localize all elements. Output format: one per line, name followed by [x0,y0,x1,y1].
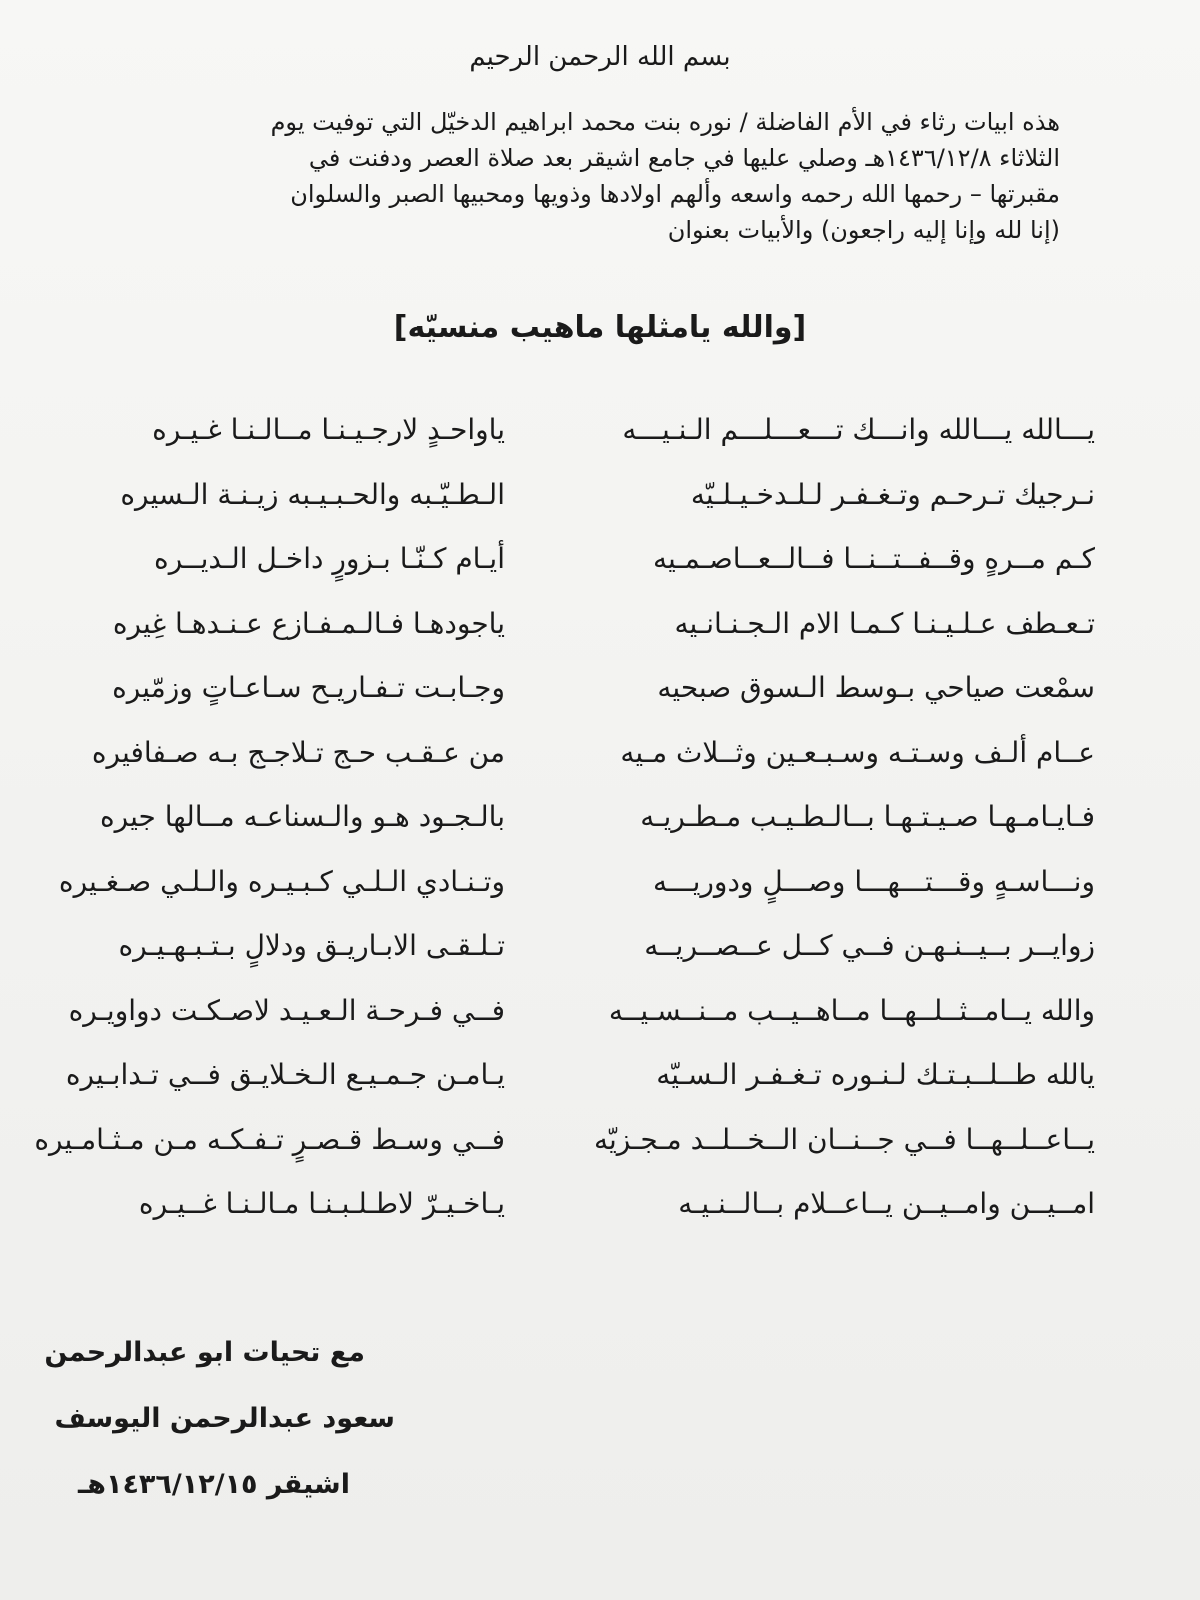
verse-second-hemistich: فــي وسـط قـصـرٍ تـفـكـه مـن مـثـامـيره [34,1122,505,1156]
verse-first-hemistich: سمْعت صياحي بـوسط الـسوق صبحيه [657,671,1095,704]
signature-place-date: اشيقر ١٤٣٦/١٢/١٥هـ [78,1469,350,1500]
verse-row [40,1184,1160,1249]
verse-second-hemistich: وجـابـت تـفـاريـح سـاعـاتٍ وزمّيره [112,671,505,704]
signature-block [44,1335,395,1533]
verse-row [40,797,1160,862]
verse-first-hemistich: تـعـطف عـلـيـنـا كـمـا الام الـجـنـانـيه [674,606,1095,640]
verse-first-hemistich: ونـــاسـهٍ وقـــتـــهـــا وصـــلٍ ودوريـــه [652,864,1095,898]
verse-row [40,410,1160,475]
verse-row [34,1120,1160,1185]
verse-second-hemistich: الـطـيّـبه والحـبـيـبه زيـنـة الـسيره [120,477,505,511]
verse-row [40,539,1160,604]
verse-second-hemistich: ياواحـدٍ لارجـيـنـا مــالـنـا غـيـره [152,413,505,446]
verse-first-hemistich: نـرجيك تـرحـم وتـغـفـر لـلـدخـيـلـيّه [690,477,1095,511]
poem-verses [34,410,1160,1249]
verse-second-hemistich: أيـام كـنّـا بـزورٍ داخـل الـديــره [154,542,505,575]
verse-first-hemistich: يالله طــلــبـتـك لـنـوره تـغـفـر الـسـيّه [656,1058,1095,1091]
verse-row [40,733,1160,798]
verse-second-hemistich: وتـنـادي الـلـي كـبـيـره والـلـي صـغـيره [58,864,505,898]
verse-second-hemistich: من عـقـب حـج تـلاجـج بـه صـفافيره [91,735,505,769]
verse-first-hemistich: كـم مــرهٍ وقــفــتــنــا فــالــعــاصـمـيه [652,542,1095,575]
signature-greeting: مع تحيات ابو عبدالرحمن [44,1337,365,1368]
verse-row [40,926,1160,991]
poem-title: [والله يامثلها ماهيب منسيّه] [393,310,807,345]
verse-row [40,1055,1160,1120]
intro-line: هذه ابيات رثاء في الأم الفاضلة / نوره بنت محمد ابراهيم الدخيّل التي توفيت يوم [270,108,1060,136]
verse-first-hemistich: يـــالله يـــالله وانـــك تـــعـــلـــم الـنـيـــه [622,413,1095,446]
verse-row [40,991,1160,1056]
verse-second-hemistich: يـامـن جـمـيـع الـخـلايـق فــي تـدابـيره [65,1058,505,1091]
basmala-heading: بسم الله الرحمن الرحيم [469,42,731,72]
verse-first-hemistich: يــاعــلــهــا فــي جــنــان الــخــلــد مـجـزيّه [593,1122,1095,1156]
verse-first-hemistich: والله يــامــثــلــهــا مــاهــيــب مــنــسـيــه [608,993,1095,1027]
verse-row [40,475,1160,540]
verse-row [40,668,1160,733]
verse-first-hemistich: زوايــر بــيــنـهـن فــي كــل عــصــريــه [644,929,1095,962]
verse-second-hemistich: تـلـقـى الابـاريـق ودلالٍ بـتـبـهـيـره [118,929,505,962]
intro-line: مقبرتها – رحمها الله رحمه واسعه وألهم اولادها وذويها ومحبيها الصبر والسلوان [290,180,1060,208]
verse-first-hemistich: فـايـامـهـا صـيـتـهـا بــالـطـيـب مـطـريـه [640,800,1095,833]
verse-row [40,604,1160,669]
signature-name: سعود عبدالرحمن اليوسف [54,1403,395,1434]
verse-second-hemistich: فــي فـرحـة الـعـيـد لاصـكـت دواويـره [68,993,505,1027]
verse-first-hemistich: امــيــن وامــيــن يــاعــلام بــالــنـيـه [678,1187,1095,1220]
intro-line: الثلاثاء ١٤٣٦/١٢/٨هـ وصلي عليها في جامع اشيقر بعد صلاة العصر ودفنت في [308,144,1060,172]
verse-second-hemistich: بالـجـود هـو والـسناعـه مــالها جيره [99,800,505,833]
intro-paragraph [120,104,1060,248]
verse-second-hemistich: يـاخـيـرّ لاطـلـبـنـا مـالـنـا غــيـره [138,1187,505,1220]
verse-first-hemistich: عــام ألـف وسـتـه وسـبـعـين وثــلاث مـيه [620,735,1095,769]
intro-line: (إنا لله وإنا إليه راجعون) والأبيات بعنوان [667,216,1060,244]
verse-row [40,862,1160,927]
verse-second-hemistich: ياجودهـا فـالـمـفـازع عـنـدهـا غِيره [112,606,505,640]
